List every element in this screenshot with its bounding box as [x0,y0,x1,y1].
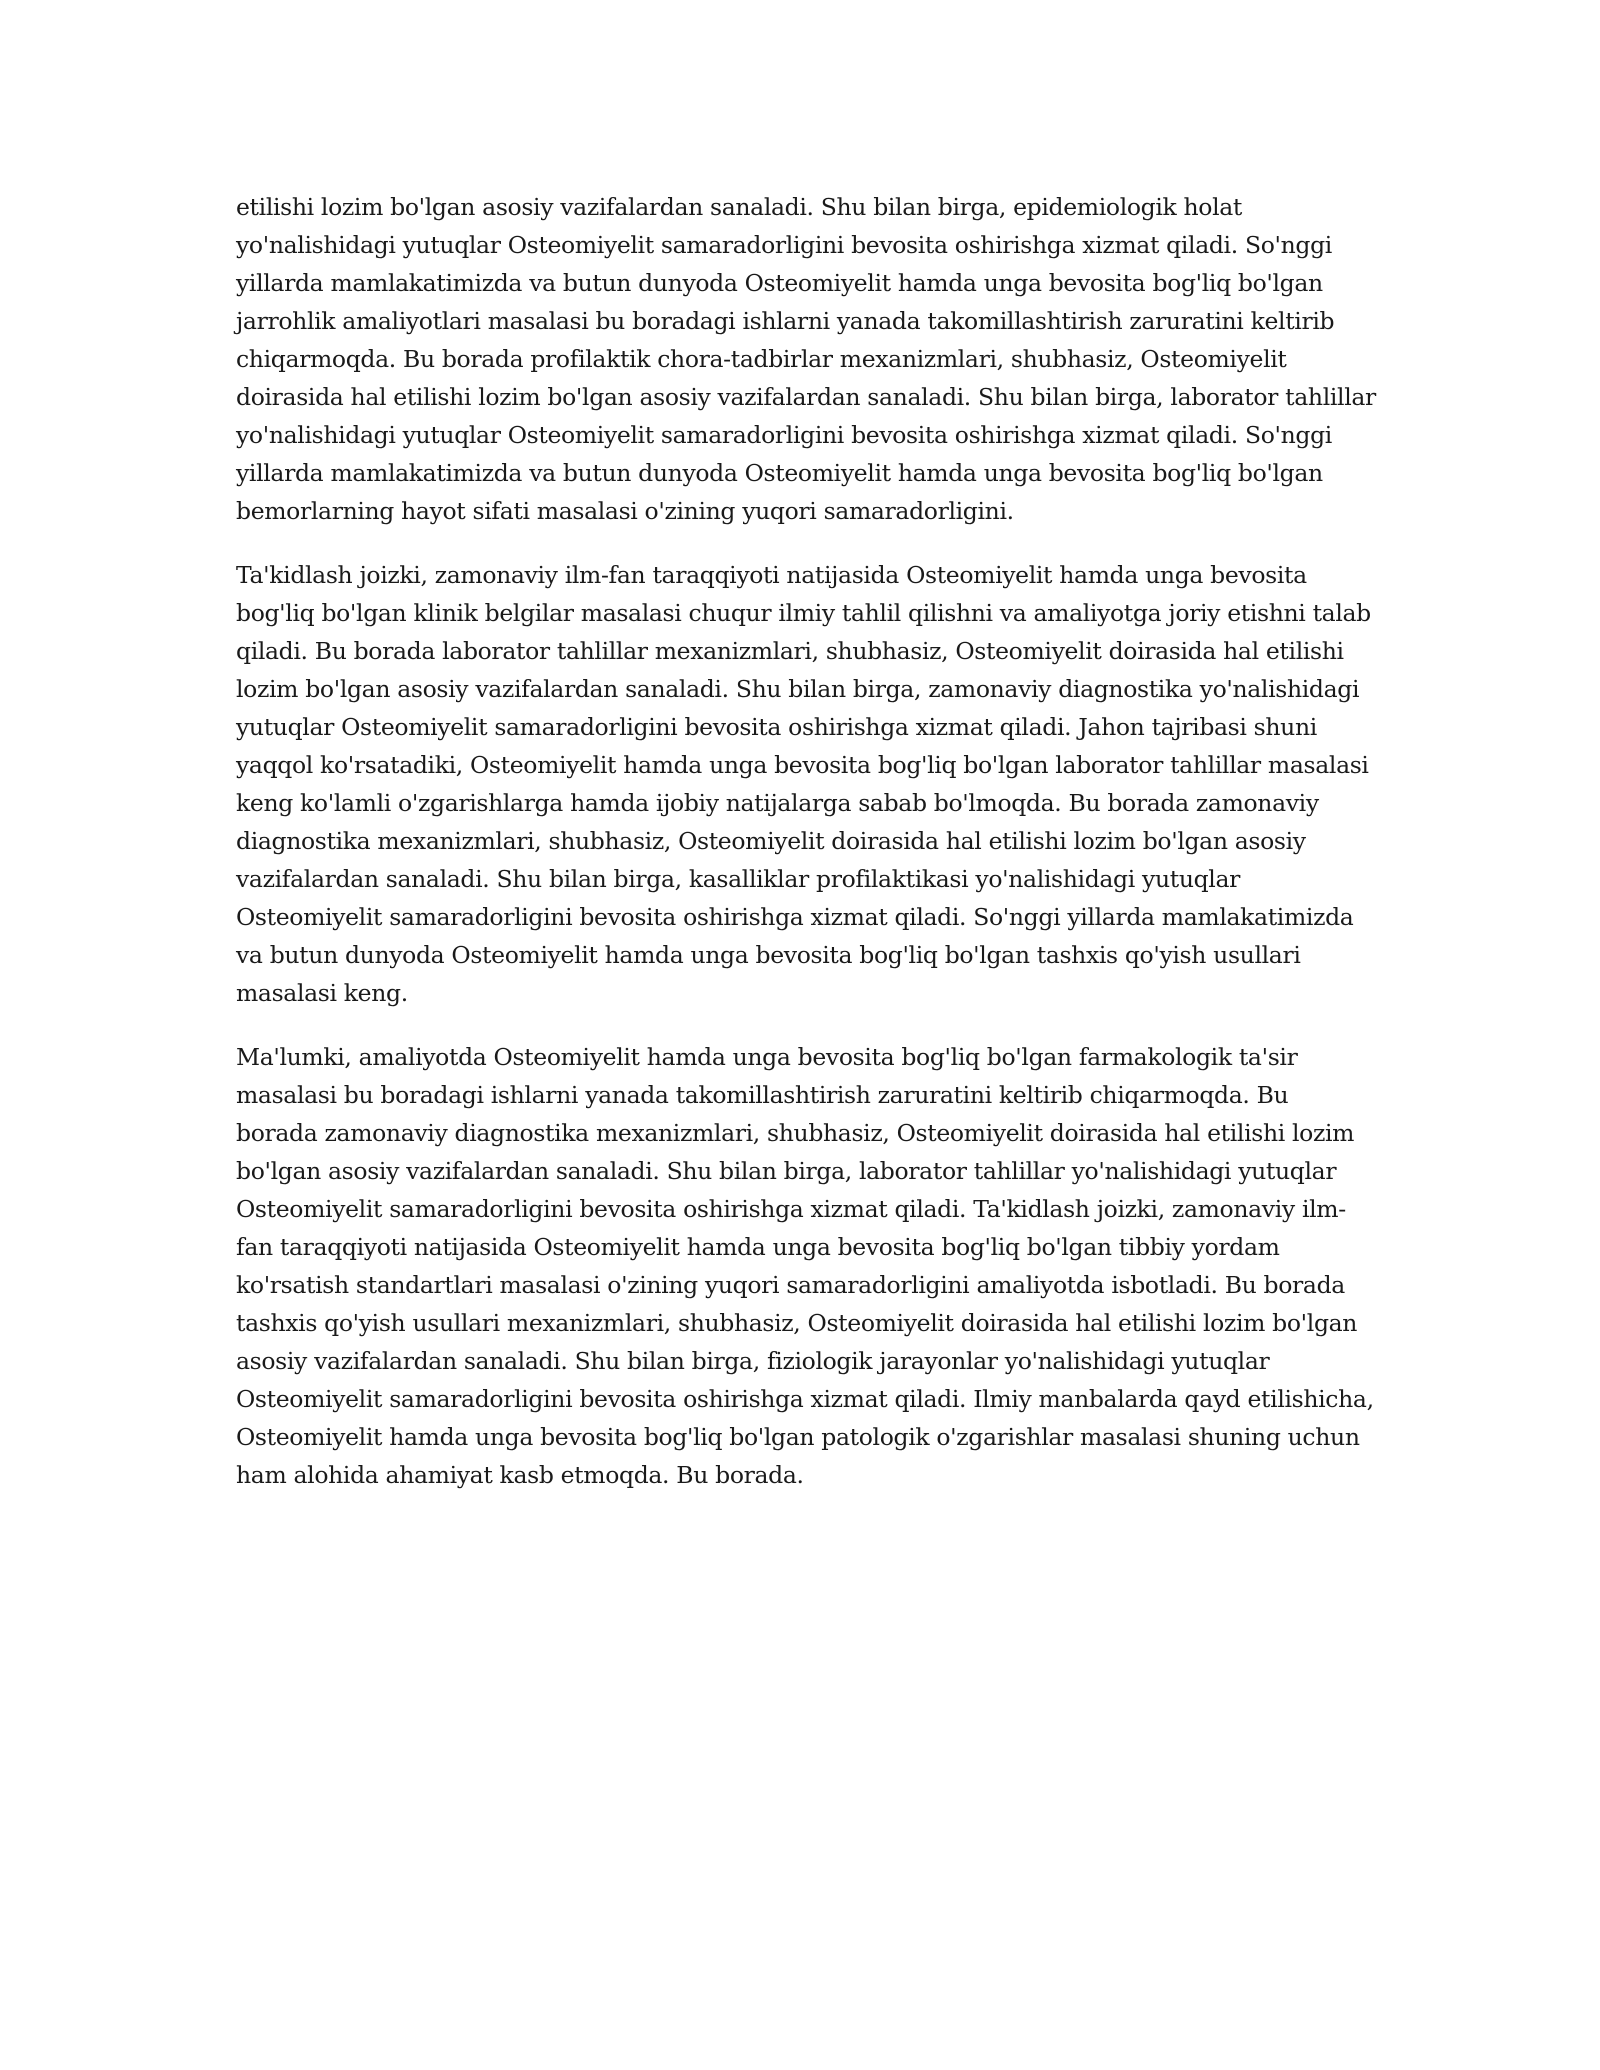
paragraph-2: Ta'kidlash joizki, zamonaviy ilm-fan taraqqiyoti natijasida Osteomiyelit hamda unga bevosita bog'liq bo'lgan klinik belgilar masalasi chuqur ilmiy tahlil qilishni va amaliyotga joriy etishni talab qiladi. Bu borada laborator tahlillar mexanizmlari, shubhasiz, Osteomiyelit doirasida hal etilishi lozim bo'lgan asosiy vazifalardan sanaladi. Shu bilan birga, zamonaviy diagnostika yo'nalishidagi yutuqlar Osteomiyelit samaradorligini bevosita oshirishga xizmat qiladi. Jahon tajribasi shuni yaqqol ko'rsatadiki, Osteomiyelit hamda unga bevosita bog'liq bo'lgan laborator tahlillar masalasi keng ko'lamli o'zgarishlarga hamda ijobiy natijalarga sabab bo'lmoqda. Bu borada zamonaviy diagnostika mexanizmlari, shubhasiz, Osteomiyelit doirasida hal etilishi lozim bo'lgan asosiy vazifalardan sanaladi. Shu bilan birga, kasalliklar profilaktikasi yo'nalishidagi yutuqlar Osteomiyelit samaradorligini bevosita oshirishga xizmat qiladi. So'nggi yillarda mamlakatimizda va butun dunyoda Osteomiyelit hamda unga bevosita bog'liq bo'lgan tashxis qo'yish usullari masalasi keng. [236,561,1371,1007]
document-body [236,188,1376,1520]
paragraph-3: Ma'lumki, amaliyotda Osteomiyelit hamda unga bevosita bog'liq bo'lgan farmakologik ta'sir masalasi bu boradagi ishlarni yanada takomillashtirish zaruratini keltirib chiqarmoqda. Bu borada zamonaviy diagnostika mexanizmlari, shubhasiz, Osteomiyelit doirasida hal etilishi lozim bo'lgan asosiy vazifalardan sanaladi. Shu bilan birga, laborator tahlillar yo'nalishidagi yutuqlar Osteomiyelit samaradorligini bevosita oshirishga xizmat qiladi. Ta'kidlash joizki, zamonaviy ilm-fan taraqqiyoti natijasida Osteomiyelit hamda unga bevosita bog'liq bo'lgan tibbiy yordam ko'rsatish standartlari masalasi o'zining yuqori samaradorligini amaliyotda isbotladi. Bu borada tashxis qo'yish usullari mexanizmlari, shubhasiz, Osteomiyelit doirasida hal etilishi lozim bo'lgan asosiy vazifalardan sanaladi. Shu bilan birga, fiziologik jarayonlar yo'nalishidagi yutuqlar Osteomiyelit samaradorligini bevosita oshirishga xizmat qiladi. Ilmiy manbalarda qayd etilishicha, Osteomiyelit hamda unga bevosita bog'liq bo'lgan patologik o'zgarishlar masalasi shuning uchun ham alohida ahamiyat kasb etmoqda. Bu borada. [236,1043,1374,1489]
paragraph-1: etilishi lozim bo'lgan asosiy vazifalardan sanaladi. Shu bilan birga, epidemiologik holat yo'nalishidagi yutuqlar Osteomiyelit samaradorligini bevosita oshirishga xizmat qiladi. So'nggi yillarda mamlakatimizda va butun dunyoda Osteomiyelit hamda unga bevosita bog'liq bo'lgan jarrohlik amaliyotlari masalasi bu boradagi ishlarni yanada takomillashtirish zaruratini keltirib chiqarmoqda. Bu borada profilaktik chora-tadbirlar mexanizmlari, shubhasiz, Osteomiyelit doirasida hal etilishi lozim bo'lgan asosiy vazifalardan sanaladi. Shu bilan birga, laborator tahlillar yo'nalishidagi yutuqlar Osteomiyelit samaradorligini bevosita oshirishga xizmat qiladi. So'nggi yillarda mamlakatimizda va butun dunyoda Osteomiyelit hamda unga bevosita bog'liq bo'lgan bemorlarning hayot sifati masalasi o'zining yuqori samaradorligini. [236,193,1376,525]
